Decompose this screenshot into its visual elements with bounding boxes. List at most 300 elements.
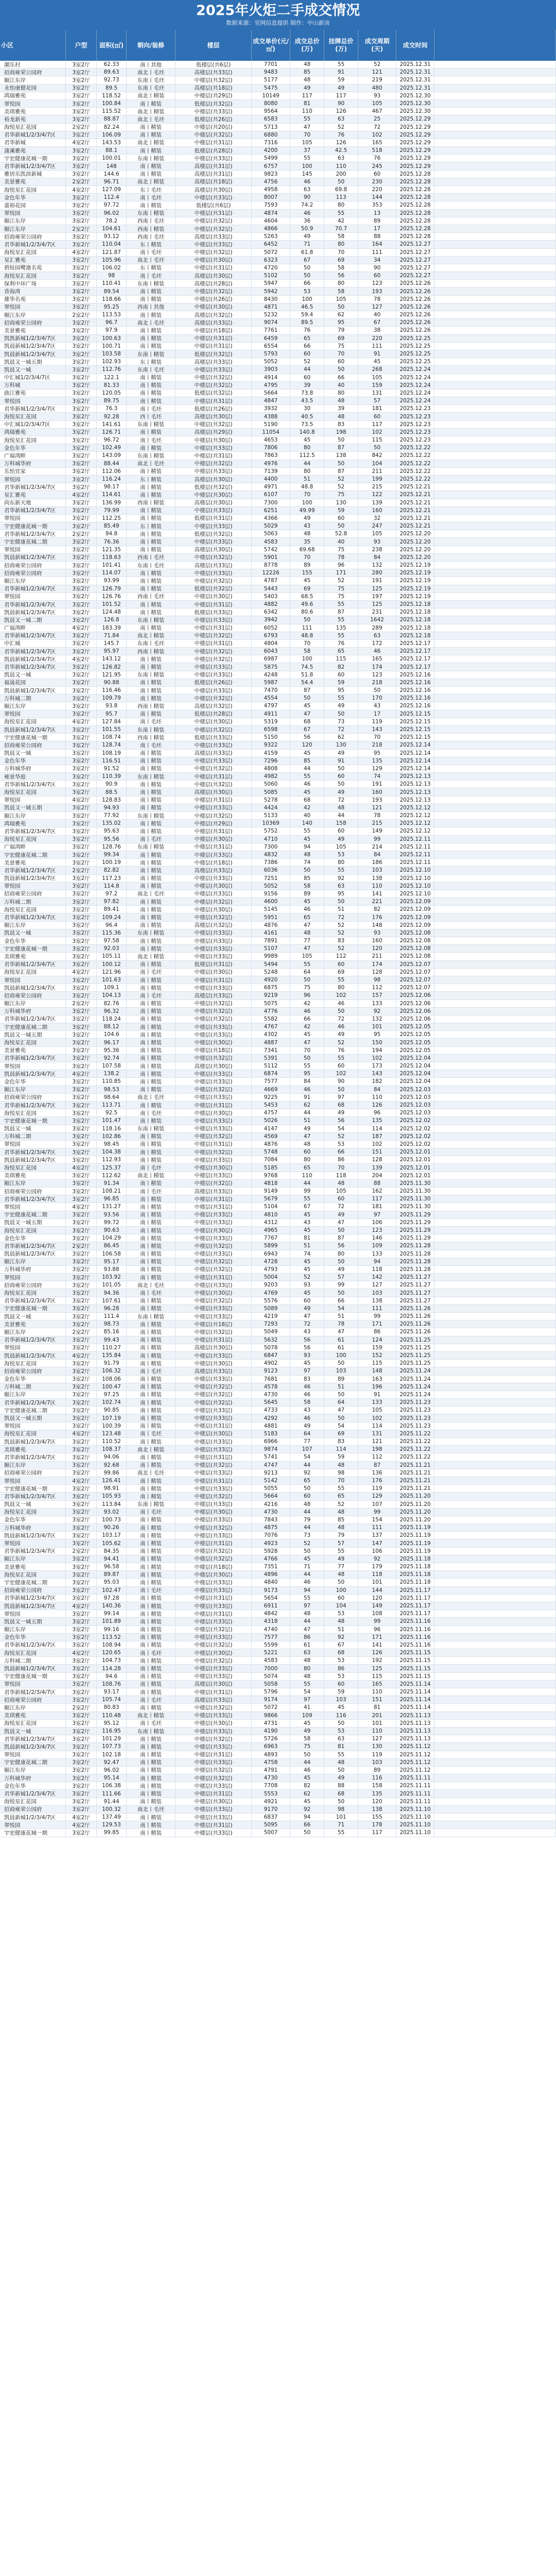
table-row xyxy=(0,554,556,562)
column-header[interactable]: 挂牌总价(万) xyxy=(324,30,358,61)
table-cell: 3室2厅 xyxy=(66,1767,97,1774)
table-cell: 220 xyxy=(358,186,396,193)
table-cell-spacer xyxy=(435,569,556,577)
table-cell-spacer xyxy=(435,287,556,295)
table-cell-spacer xyxy=(435,382,556,389)
table-row xyxy=(0,162,556,170)
table-cell: 5102 xyxy=(252,272,290,279)
table-cell: 50 xyxy=(324,1579,358,1586)
table-cell: 美景雅苑 xyxy=(0,327,66,334)
table-cell: 南丨精装 xyxy=(127,538,176,545)
table-cell: 招商雍荣公园府 xyxy=(0,1469,66,1477)
table-cell: 4室2厅 xyxy=(66,1352,97,1359)
table-cell: 55 xyxy=(324,976,358,984)
table-cell: 76 xyxy=(358,155,396,162)
table-cell: 2025.11.30 xyxy=(396,1195,435,1202)
table-cell: 95 xyxy=(358,1031,396,1038)
table-cell: 2025.11.16 xyxy=(396,1634,435,1641)
table-cell: 199 xyxy=(358,476,396,483)
table-cell: 4161 xyxy=(252,929,290,937)
table-cell: 2025.12.27 xyxy=(396,257,435,264)
table-cell-spacer xyxy=(435,694,556,702)
table-cell: 45 xyxy=(290,1798,324,1805)
table-cell: 2025.12.12 xyxy=(396,812,435,819)
table-cell: 72 xyxy=(324,913,358,921)
table-cell: 2025.12.16 xyxy=(396,687,435,694)
table-cell: 133 xyxy=(358,1250,396,1258)
table-cell: 中楼层(共26层) xyxy=(176,296,252,303)
table-cell: 2025.11.27 xyxy=(396,1289,435,1296)
table-cell: 2025.12.09 xyxy=(396,922,435,929)
table-cell: 中楼层(共32层) xyxy=(176,1000,252,1007)
table-cell: 中楼层(共32层) xyxy=(176,554,252,561)
table-cell: 南丨精装 xyxy=(127,1352,176,1359)
table-cell: 中楼层(共33层) xyxy=(176,757,252,765)
table-cell: 5263 xyxy=(252,233,290,240)
table-cell: 104.73 xyxy=(97,1657,127,1664)
table-cell: 100.73 xyxy=(97,1516,127,1523)
table-cell: 2025.12.11 xyxy=(396,859,435,866)
table-cell: 3室2厅 xyxy=(66,1078,97,1085)
table-cell: 53 xyxy=(290,287,324,295)
column-header[interactable]: 楼层 xyxy=(176,30,252,61)
table-cell: 高楼层(共32层) xyxy=(176,702,252,709)
table-cell: 99 xyxy=(358,1313,396,1320)
table-cell: 86 xyxy=(324,1665,358,1672)
table-cell: 2025.11.29 xyxy=(396,1234,435,1242)
column-header[interactable]: 户型 xyxy=(66,30,97,61)
table-cell: 8778 xyxy=(252,562,290,569)
table-cell: 君华新城1/2/3/4/7区 xyxy=(0,1055,66,1062)
table-cell: 中楼层(共33层) xyxy=(176,522,252,530)
table-cell-spacer xyxy=(435,1516,556,1523)
table-cell-spacer xyxy=(435,233,556,240)
table-cell: 2025.12.20 xyxy=(396,530,435,537)
table-row xyxy=(0,710,556,718)
table-cell-spacer xyxy=(435,1399,556,1406)
table-cell: 颐江东岸 xyxy=(0,1462,66,1469)
table-cell: 103.58 xyxy=(97,350,127,358)
column-header[interactable]: 小区 xyxy=(0,30,66,61)
table-cell: 108.37 xyxy=(97,1446,127,1453)
table-row xyxy=(0,499,556,507)
table-cell: 凯晨新城1/2/3/4/7区 xyxy=(0,1665,66,1672)
table-cell: 67 xyxy=(290,257,324,264)
table-cell-spacer xyxy=(435,327,556,334)
table-cell: 4920 xyxy=(252,976,290,984)
column-header[interactable]: 成交总价(万) xyxy=(290,30,324,61)
table-cell: 东丨精装 xyxy=(127,241,176,248)
column-header[interactable]: 朝向/装修 xyxy=(127,30,176,61)
table-cell: 2025.12.30 xyxy=(396,92,435,99)
table-cell: 5553 xyxy=(252,1790,290,1797)
table-cell: 97.2 xyxy=(97,890,127,897)
table-cell-spacer xyxy=(435,1008,556,1015)
table-cell: 中楼层(共32层) xyxy=(176,1391,252,1398)
table-cell: 2025.12.03 xyxy=(396,1086,435,1093)
table-cell: 星汇雅苑 xyxy=(0,491,66,498)
table-cell: 招商雍荣公园府 xyxy=(0,1696,66,1703)
table-cell: 50.9 xyxy=(290,225,324,232)
table-row xyxy=(0,906,556,913)
table-cell: 3室2厅 xyxy=(66,577,97,584)
table-cell-spacer xyxy=(435,1172,556,1179)
table-row xyxy=(0,632,556,640)
table-cell: 4731 xyxy=(252,1720,290,1727)
table-cell: 9866 xyxy=(252,1712,290,1719)
table-cell: 97.28 xyxy=(97,1595,127,1602)
table-cell: 2025.11.15 xyxy=(396,1649,435,1656)
table-cell: 4740 xyxy=(252,1626,290,1633)
table-cell: 45 xyxy=(290,1774,324,1782)
table-cell: 中楼层(共33层) xyxy=(176,945,252,952)
table-cell-spacer xyxy=(435,1618,556,1625)
table-cell: 海悦星汇花园 xyxy=(0,1039,66,1046)
table-cell: 78 xyxy=(358,296,396,303)
table-cell: 凯晨新城1/2/3/4/7区 xyxy=(0,1743,66,1750)
table-cell: 颐江东岸 xyxy=(0,1555,66,1563)
table-cell: 低楼层(共6层) xyxy=(176,201,252,209)
table-cell: 中楼层(共33层) xyxy=(176,155,252,162)
table-cell: 120 xyxy=(358,1798,396,1805)
table-cell-spacer xyxy=(435,702,556,709)
table-cell: 60 xyxy=(290,1493,324,1500)
table-cell: 2025.12.04 xyxy=(396,1055,435,1062)
table-cell: 曲江雅苑 xyxy=(0,389,66,397)
table-cell: 140 xyxy=(290,820,324,827)
table-cell: 59.4 xyxy=(290,311,324,318)
table-cell: 192 xyxy=(358,1657,396,1664)
table-row xyxy=(0,741,556,749)
table-cell: 130 xyxy=(324,741,358,749)
table-cell: 56 xyxy=(290,1344,324,1351)
table-cell: 南丨精装 xyxy=(127,1462,176,1469)
table-cell: 66 xyxy=(290,1821,324,1828)
column-header[interactable]: 面积(㎡) xyxy=(97,30,127,61)
table-cell: 78.2 xyxy=(97,217,127,225)
table-cell: 44 xyxy=(290,1462,324,1469)
table-cell: 5726 xyxy=(252,1735,290,1742)
table-row xyxy=(0,1352,556,1360)
table-cell: 86 xyxy=(290,1634,324,1641)
table-row xyxy=(0,781,556,788)
table-row xyxy=(0,827,556,835)
table-cell: 5453 xyxy=(252,1101,290,1109)
table-cell: 中楼层(共33层) xyxy=(176,1125,252,1132)
table-cell: 100 xyxy=(290,162,324,170)
table-cell: 121 xyxy=(358,1438,396,1445)
table-header-banner xyxy=(0,0,556,30)
table-cell: 高楼层(共33层) xyxy=(176,867,252,874)
table-cell: 中楼层(共33层) xyxy=(176,1023,252,1030)
table-cell: 万科城 xyxy=(0,382,66,389)
table-cell: 2025.12.03 xyxy=(396,1094,435,1101)
table-cell: 144 xyxy=(358,1587,396,1594)
table-cell: 2025.11.16 xyxy=(396,1618,435,1625)
table-cell: 南丨精装 xyxy=(127,663,176,670)
table-cell: 凯晨新城1/2/3/4/7区 xyxy=(0,1438,66,1445)
table-cell: 中汇城1/2/3/4/7区 xyxy=(0,374,66,381)
table-cell: 60 xyxy=(324,1195,358,1202)
table-cell: 3室2厅 xyxy=(66,562,97,569)
table-cell: 48 xyxy=(324,413,358,420)
table-cell: 54 xyxy=(290,1453,324,1461)
table-cell: 131 xyxy=(358,1430,396,1437)
table-cell-spacer xyxy=(435,1501,556,1508)
table-cell: 中楼层(共32层) xyxy=(176,460,252,467)
table-cell: 150 xyxy=(358,1039,396,1046)
table-cell: 72 xyxy=(324,1015,358,1023)
table-cell: 77.92 xyxy=(97,812,127,819)
table-cell: 3室2厅 xyxy=(66,1595,97,1602)
table-row xyxy=(0,171,556,178)
table-row xyxy=(0,452,556,460)
table-cell: 南丨精装 xyxy=(127,1015,176,1023)
column-header[interactable]: 成交单价(元/㎡) xyxy=(252,30,290,61)
table-cell: 6911 xyxy=(252,1602,290,1609)
table-cell: 4881 xyxy=(252,1422,290,1430)
table-cell: 海悦星汇花园 xyxy=(0,1289,66,1296)
table-cell: 中楼层(共33层) xyxy=(176,1634,252,1641)
table-cell: 中楼层(共33层) xyxy=(176,507,252,514)
table-cell: 3室2厅 xyxy=(66,1125,97,1132)
table-cell: 73.5 xyxy=(290,421,324,428)
table-cell: 176 xyxy=(358,913,396,921)
table-cell: 119 xyxy=(358,1751,396,1758)
table-cell: 70 xyxy=(324,249,358,256)
table-cell-spacer xyxy=(435,922,556,929)
table-cell: 60 xyxy=(324,1681,358,1688)
table-cell: 2025.12.16 xyxy=(396,679,435,686)
table-cell: 49 xyxy=(290,1422,324,1430)
table-cell: 3室2厅 xyxy=(66,694,97,702)
table-cell: 3室2厅 xyxy=(66,436,97,444)
table-cell: 101 xyxy=(358,1579,396,1586)
table-cell: 3室2厅 xyxy=(66,773,97,780)
table-cell-spacer xyxy=(435,366,556,373)
table-cell: 50 xyxy=(324,765,358,772)
table-cell: 宇宏健康花城二期 xyxy=(0,1579,66,1586)
table-cell: 南丨精装 xyxy=(127,1344,176,1351)
table-cell: 2室2厅 xyxy=(66,1328,97,1335)
table-row xyxy=(0,1313,556,1320)
table-cell: 95.14 xyxy=(97,1774,127,1782)
table-cell: 中楼层(共33层) xyxy=(176,1117,252,1124)
table-cell-spacer xyxy=(435,1524,556,1531)
table-cell: 2025.11.21 xyxy=(396,1477,435,1484)
table-cell: 98 xyxy=(97,272,127,279)
table-cell: 中楼层(共32层) xyxy=(176,1704,252,1711)
table-cell: 5947 xyxy=(252,280,290,287)
table-cell: 100.39 xyxy=(97,1422,127,1430)
table-cell: 60 xyxy=(358,413,396,420)
table-cell: 2025.12.20 xyxy=(396,538,435,545)
table-cell: 凯晨新城1/2/3/4/7区 xyxy=(0,1602,66,1609)
table-cell: 194 xyxy=(358,1047,396,1054)
table-cell: 115.36 xyxy=(97,929,127,937)
table-cell-spacer xyxy=(435,1367,556,1375)
table-cell: 凯晨新城1/2/3/4/7区 xyxy=(0,343,66,350)
table-cell: 中楼层(共33层) xyxy=(176,890,252,897)
table-cell: 凯晨又一城 xyxy=(0,366,66,373)
table-cell: 中楼层(共31层) xyxy=(176,1477,252,1484)
table-cell: 3室2厅 xyxy=(66,1376,97,1383)
table-cell: 130 xyxy=(324,499,358,506)
table-cell: 3室2厅 xyxy=(66,374,97,381)
table-cell: 2025.12.28 xyxy=(396,210,435,217)
table-cell: 4887 xyxy=(252,1039,290,1046)
table-cell: 5664 xyxy=(252,1493,290,1500)
table-cell: 89.87 xyxy=(97,1571,127,1578)
table-row xyxy=(0,1164,556,1172)
table-cell: 6459 xyxy=(252,335,290,342)
table-row xyxy=(0,491,556,499)
table-cell-spacer xyxy=(435,1539,556,1547)
table-cell: 中楼层(共33层) xyxy=(176,616,252,623)
table-cell: 100.32 xyxy=(97,1806,127,1813)
table-cell: 2025.11.11 xyxy=(396,1782,435,1789)
table-cell-spacer xyxy=(435,1336,556,1344)
table-cell: 102 xyxy=(358,131,396,139)
table-cell: 中楼层(共33层) xyxy=(176,1219,252,1226)
table-cell: 50 xyxy=(324,1289,358,1296)
table-cell: 中楼层(共30层) xyxy=(176,1289,252,1296)
table-cell: 97 xyxy=(290,1696,324,1703)
table-cell: 2025.11.14 xyxy=(396,1704,435,1711)
table-cell: 2025.12.08 xyxy=(396,953,435,960)
table-cell: 9173 xyxy=(252,1587,290,1594)
table-cell: 50 xyxy=(290,867,324,874)
table-cell: 2025.11.22 xyxy=(396,1453,435,1461)
table-cell: 海悦星汇花园 xyxy=(0,1571,66,1578)
table-cell: 东南丨精装 xyxy=(127,280,176,287)
table-cell: 凯晨新城1/2/3/4/7区 xyxy=(0,1250,66,1258)
table-cell: 95 xyxy=(358,750,396,757)
table-cell: 91.52 xyxy=(97,765,127,772)
table-cell: 6452 xyxy=(252,241,290,248)
table-cell: 4248 xyxy=(252,671,290,679)
table-cell: 5052 xyxy=(252,358,290,365)
table-cell: 2025.11.13 xyxy=(396,1727,435,1735)
table-cell: 中楼层(共30层) xyxy=(176,491,252,498)
table-cell: 2025.12.04 xyxy=(396,1078,435,1085)
table-cell: 55 xyxy=(324,1829,358,1836)
table-cell: 南丨精装 xyxy=(127,1548,176,1555)
table-cell: 宇宏健康花城二期 xyxy=(0,1211,66,1218)
table-cell: 3室2厅 xyxy=(66,507,97,514)
table-cell: 低楼层(共33层) xyxy=(176,608,252,616)
column-header[interactable]: 成交周期(天) xyxy=(358,30,396,61)
table-cell: 南北丨毛坯 xyxy=(127,319,176,326)
table-cell: 宇宏健康花城一期 xyxy=(0,734,66,741)
column-header[interactable]: 成交时间 xyxy=(396,30,435,61)
table-cell: 75 xyxy=(324,546,358,553)
table-cell: 60 xyxy=(290,350,324,358)
table-cell: 高楼层(共28层) xyxy=(176,280,252,287)
table-cell: 2025.11.19 xyxy=(396,1524,435,1531)
table-cell: 47 xyxy=(290,945,324,952)
table-cell: 3室2厅 xyxy=(66,241,97,248)
table-cell: 48 xyxy=(290,1657,324,1664)
table-cell-spacer xyxy=(435,139,556,146)
table-cell: 127 xyxy=(358,1281,396,1289)
table-row xyxy=(0,1297,556,1305)
table-cell: 南丨精装 xyxy=(127,468,176,475)
table-cell-spacer xyxy=(435,1274,556,1281)
table-cell: 3室2厅 xyxy=(66,1751,97,1758)
table-cell: 君华新城1/2/3/4/7区 xyxy=(0,1336,66,1344)
table-row xyxy=(0,1641,556,1649)
table-cell-spacer xyxy=(435,249,556,256)
table-row xyxy=(0,616,556,624)
table-row xyxy=(0,483,556,491)
table-cell: 98 xyxy=(358,976,396,984)
table-cell: 62 xyxy=(324,311,358,318)
table-cell: 85 xyxy=(290,757,324,765)
table-cell: 126.71 xyxy=(97,429,127,436)
table-cell-spacer xyxy=(435,648,556,655)
table-cell: 63 xyxy=(358,632,396,639)
table-cell: 7076 xyxy=(252,1532,290,1539)
table-cell: 75 xyxy=(324,343,358,350)
table-cell-spacer xyxy=(435,1383,556,1391)
table-cell: 5085 xyxy=(252,788,290,795)
table-cell: 93.8 xyxy=(97,702,127,709)
table-cell: 50 xyxy=(324,436,358,444)
table-row xyxy=(0,702,556,710)
table-cell: 招商雍荣公园府 xyxy=(0,319,66,326)
table-cell: 东南丨精装 xyxy=(127,210,176,217)
table-cell: 69 xyxy=(324,335,358,342)
table-cell: 凯晨新城1/2/3/4/7区 xyxy=(0,1352,66,1359)
table-cell: 100.63 xyxy=(97,335,127,342)
table-cell: 3室2厅 xyxy=(66,741,97,749)
table-cell: 42.5 xyxy=(324,147,358,154)
table-cell: 3室2厅 xyxy=(66,1383,97,1391)
table-cell: 55 xyxy=(324,1055,358,1062)
table-cell: 南丨精装 xyxy=(127,1055,176,1062)
table-cell: 3室2厅 xyxy=(66,327,97,334)
table-cell: 5183 xyxy=(252,1430,290,1437)
table-cell: 3室2厅 xyxy=(66,1297,97,1304)
table-cell: 128.76 xyxy=(97,843,127,851)
table-cell-spacer xyxy=(435,741,556,749)
table-cell: 中楼层(共32层) xyxy=(176,812,252,819)
table-cell: 3室2厅 xyxy=(66,1094,97,1101)
table-cell: 50 xyxy=(324,1414,358,1421)
table-cell: 5403 xyxy=(252,593,290,600)
table-cell: 51 xyxy=(290,1117,324,1124)
table-cell: 4733 xyxy=(252,1406,290,1414)
table-cell: 中楼层(共33层) xyxy=(176,1406,252,1414)
table-cell: 2025.11.12 xyxy=(396,1767,435,1774)
table-cell: 7316 xyxy=(252,139,290,146)
table-cell: 2025.11.18 xyxy=(396,1571,435,1578)
table-cell: 50 xyxy=(290,616,324,623)
table-cell: 3室2厅 xyxy=(66,883,97,890)
table-cell: 113.71 xyxy=(97,1101,127,1109)
table-cell: 108.19 xyxy=(97,750,127,757)
table-cell: 82 xyxy=(324,663,358,670)
table-cell: 48 xyxy=(290,1141,324,1148)
table-cell: 92 xyxy=(290,1806,324,1813)
table-cell: 32 xyxy=(358,515,396,522)
table-cell: 52 xyxy=(324,476,358,483)
table-cell: 128 xyxy=(358,1156,396,1163)
table-cell: 君华新城1/2/3/4/7区 xyxy=(0,961,66,968)
table-cell: 3室2厅 xyxy=(66,945,97,952)
table-cell: 中楼层(共32层) xyxy=(176,765,252,772)
